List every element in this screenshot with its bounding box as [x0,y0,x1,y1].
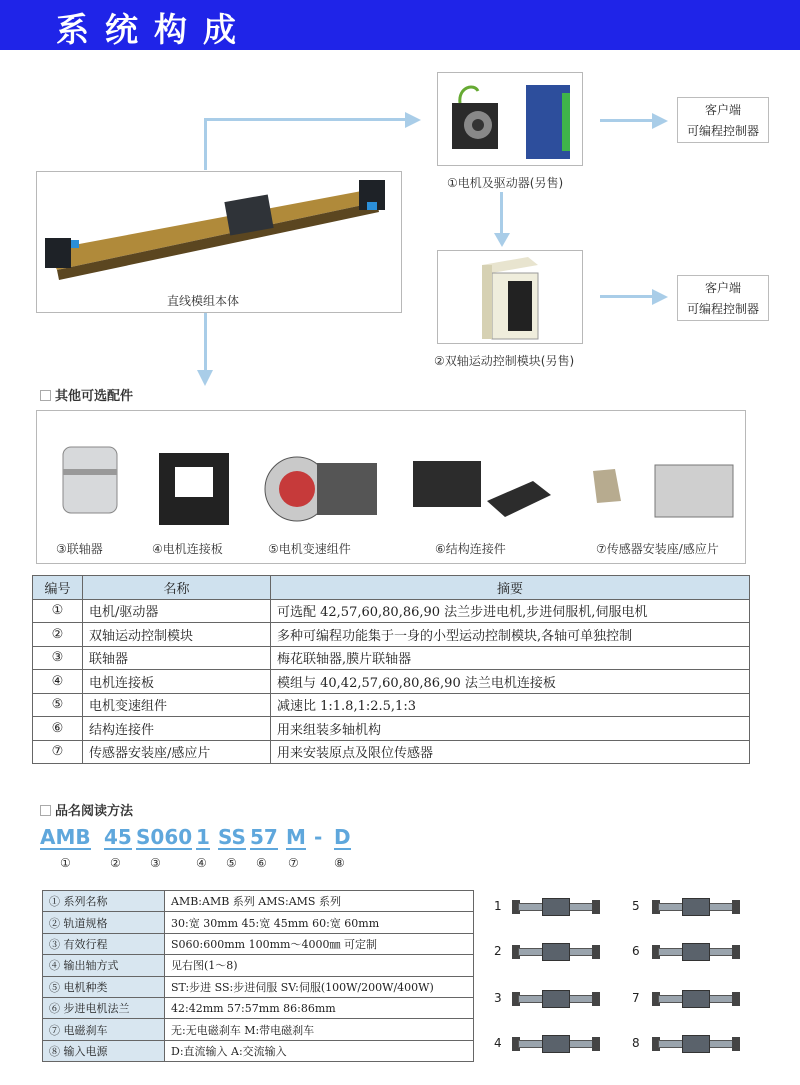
checkbox-icon [40,390,51,401]
cell-field: ② 轨道规格 [43,912,165,933]
cell-number: ⑥ [33,717,83,741]
cell-number: ① [33,599,83,623]
checkbox-icon [40,805,51,816]
arrow-down-icon [494,233,510,247]
shaft-option-image [512,941,600,963]
cell-value: D:直流输入 A:交流输入 [165,1040,474,1061]
table-row [43,1040,474,1061]
cell-summary: 用来安装原点及限位传感器 [271,740,750,764]
accessories-title [40,385,133,404]
cell-value: 42:42mm 57:57mm 86:86mm [165,997,474,1018]
code-number: ⑦ [288,856,299,870]
arrow-right-icon [405,112,421,128]
shaft-option-number: 3 [494,991,502,1005]
shaft-option-number: 8 [632,1036,640,1050]
shaft-option-image [512,896,600,918]
table-header-row [33,576,750,600]
cell-summary: 多种可编程功能集于一身的小型运动控制模块,各轴可单独控制 [271,623,750,647]
accessory-label-connector: ⑥结构连接件 [435,542,506,556]
shaft-option-image [512,988,600,1010]
code-number: ② [110,856,121,870]
shaft-option-number: 1 [494,899,502,913]
client-label: 客户端 [704,281,741,295]
client-controller-2 [677,275,769,321]
table-row [33,599,750,623]
column-header: 摘要 [271,576,750,600]
shaft-option-number: 4 [494,1036,502,1050]
cell-field: ⑥ 步进电机法兰 [43,997,165,1018]
cell-name: 结构连接件 [83,717,271,741]
cell-value: 无:无电磁刹车 M:带电磁刹车 [165,1019,474,1040]
table-row [43,997,474,1018]
cell-number: ③ [33,646,83,670]
column-header: 编号 [33,576,83,600]
table-row [33,740,750,764]
code-series: AMB [40,825,91,849]
accessory-label-sensor-mount: ⑦传感器安装座/感应片 [596,542,719,556]
cell-field: ① 系列名称 [43,891,165,912]
code-number: ⑧ [334,856,345,870]
cell-name: 电机变速组件 [83,693,271,717]
code-power: D [334,825,351,849]
cell-summary: 可选配 42,57,60,80,86,90 法兰步进电机,步进伺服机,伺服电机 [271,599,750,623]
table-row [33,623,750,647]
code-flange: 57 [250,825,278,849]
cell-field: ⑦ 电磁刹车 [43,1019,165,1040]
table-row [43,1019,474,1040]
shaft-option-number: 6 [632,944,640,958]
code-dash: - [314,825,323,849]
column-header: 名称 [83,576,271,600]
cell-number: ⑤ [33,693,83,717]
naming-title [40,800,133,819]
code-rail: 45 [104,825,132,849]
code-brake: M [286,825,306,849]
arrow-right-icon [652,289,668,305]
shaft-option-number: 2 [494,944,502,958]
connector-line [600,119,656,122]
motor-driver-image [438,73,584,167]
shaft-option-image [512,1033,600,1055]
accessory-label-coupling: ③联轴器 [56,542,103,556]
table-row [43,955,474,976]
cell-summary: 用来组装多轴机构 [271,717,750,741]
table-row [33,693,750,717]
cell-value: S060:600mm 100mm～4000㎜ 可定制 [165,933,474,954]
connector-line [500,192,503,238]
shaft-option-number: 5 [632,899,640,913]
code-stroke: S060 [136,825,193,849]
parts-table [32,575,750,764]
cell-field: ⑤ 电机种类 [43,976,165,997]
header-banner [0,0,800,50]
code-shaft: 1 [196,825,210,849]
table-row [33,670,750,694]
cell-name: 传感器安装座/感应片 [83,740,271,764]
cell-name: 双轴运动控制模块 [83,623,271,647]
table-row [43,933,474,954]
table-row [33,646,750,670]
cell-name: 电机连接板 [83,670,271,694]
shaft-option-image [652,896,740,918]
motor-box [437,72,583,166]
client-controller-1 [677,97,769,143]
cell-field: ③ 有效行程 [43,933,165,954]
shaft-option-image [652,1033,740,1055]
cell-field: ⑧ 输入电源 [43,1040,165,1061]
cell-value: 见右图(1～8) [165,955,474,976]
naming-table [42,890,474,1062]
accessory-label-motor-plate: ④电机连接板 [152,542,223,556]
shaft-option-number: 7 [632,991,640,1005]
accessory-label-gear-kit: ⑤电机变速组件 [268,542,351,556]
client-label: 可编程控制器 [686,124,759,138]
naming-title-text: 品名阅读方法 [55,804,134,819]
arrow-right-icon [652,113,668,129]
controller-module-image [438,251,584,345]
cell-name: 电机/驱动器 [83,599,271,623]
shaft-option-image [652,988,740,1010]
table-row [43,976,474,997]
cell-summary: 梅花联轴器,膜片联轴器 [271,646,750,670]
cell-name: 联轴器 [83,646,271,670]
connector-line [204,118,207,170]
code-number: ⑤ [226,856,237,870]
cell-number: ④ [33,670,83,694]
table-row [43,891,474,912]
cell-summary: 模组与 40,42,57,60,80,86,90 法兰电机连接板 [271,670,750,694]
arrow-down-icon [197,370,213,386]
cell-number: ② [33,623,83,647]
table-row [43,912,474,933]
code-number: ③ [150,856,161,870]
motor-caption: ①电机及驱动器(另售) [447,176,564,190]
cell-value: 30:宽 30mm 45:宽 45mm 60:宽 60mm [165,912,474,933]
cell-value: ST:步进 SS:步进伺服 SV:伺服(100W/200W/400W) [165,976,474,997]
cell-number: ⑦ [33,740,83,764]
page-title: 系统构成 [56,10,252,49]
controller-caption: ②双轴运动控制模块(另售) [434,354,575,368]
code-number: ① [60,856,71,870]
table-row [33,717,750,741]
cell-summary: 减速比 1:1.8,1:2.5,1:3 [271,693,750,717]
connector-line [204,313,207,375]
cell-value: AMB:AMB 系列 AMS:AMS 系列 [165,891,474,912]
client-label: 客户端 [704,103,741,117]
connector-line [600,295,656,298]
client-label: 可编程控制器 [686,302,759,316]
module-caption: 直线模组本体 [167,294,240,308]
shaft-option-image [652,941,740,963]
code-number: ⑥ [256,856,267,870]
connector-line [204,118,409,121]
code-number: ④ [196,856,207,870]
controller-box [437,250,583,344]
accessories-title-text: 其他可选配件 [55,389,134,404]
code-motor-type: SS [218,825,246,849]
cell-field: ④ 输出轴方式 [43,955,165,976]
